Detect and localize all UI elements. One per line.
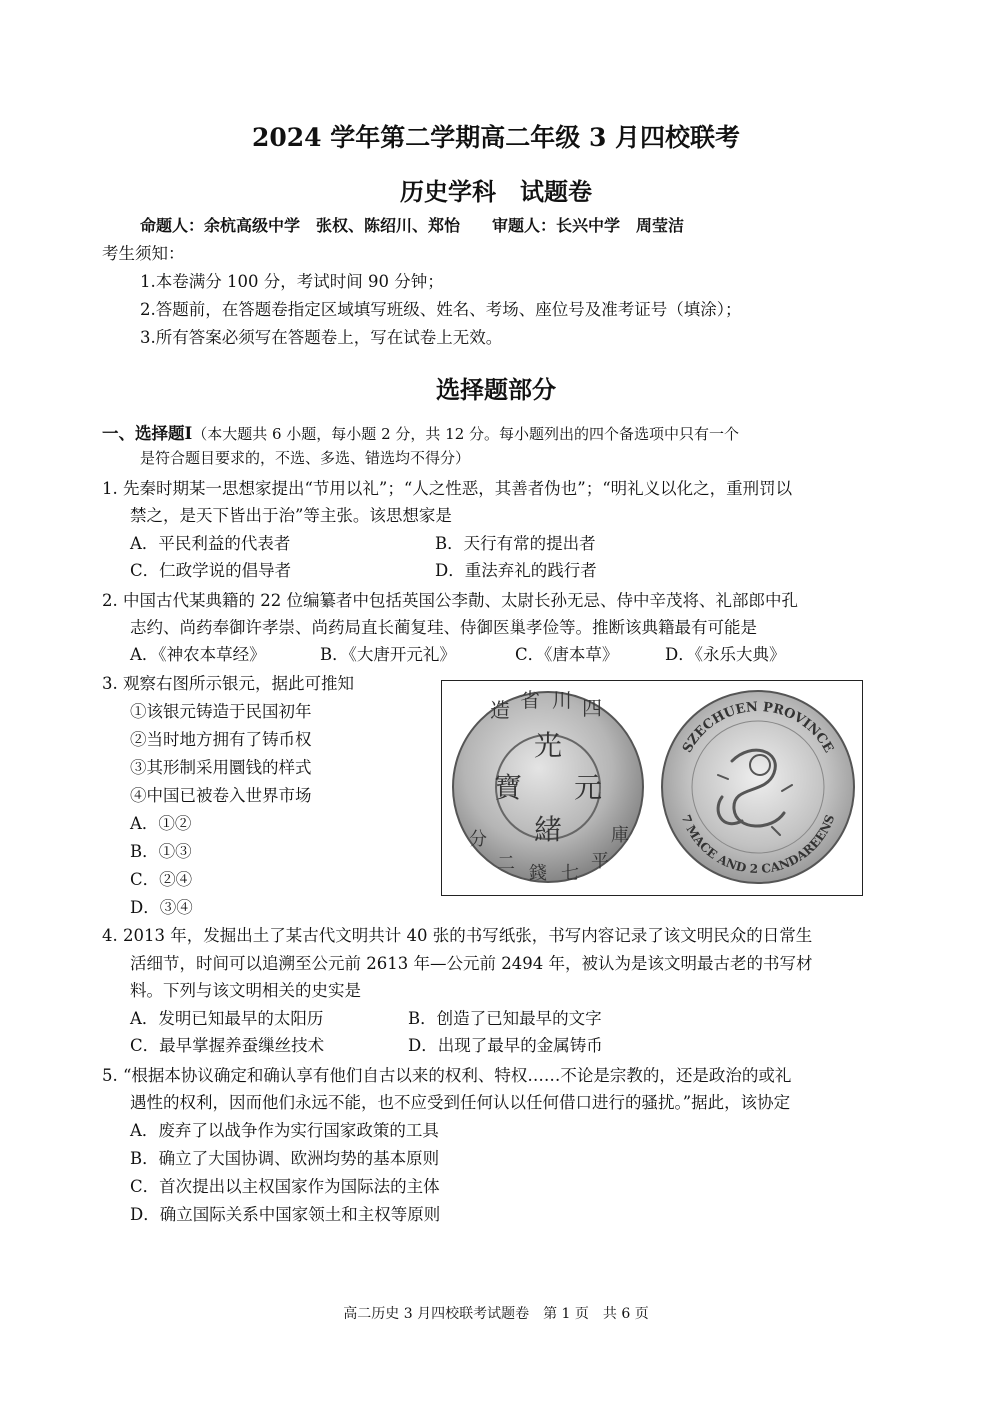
q1-option-b[interactable]: B．天行有常的提出者 — [435, 534, 596, 553]
coin-char-qian: 錢 — [529, 863, 547, 884]
q3-option-a[interactable]: A．①② — [130, 814, 192, 833]
part-label: 一、选择题Ⅰ — [102, 424, 193, 443]
q3-statement-3: ③其形制采用圜钱的样式 — [130, 758, 312, 777]
q3-option-c[interactable]: C．②④ — [130, 870, 193, 889]
coin-char-ping: 平 — [591, 851, 609, 872]
exam-title: 2024 学年第二学期高二年级 3 月四校联考 — [251, 123, 741, 152]
q3-stem: 3. 观察右图所示银元，据此可推知 — [102, 674, 354, 693]
q5-option-d[interactable]: D．确立国际关系中国家领土和主权等原则 — [130, 1205, 441, 1224]
part-description-2: 是符合题目要求的，不选、多选、错选均不得分） — [140, 449, 471, 467]
q2-option-d[interactable]: D．《永乐大典》 — [665, 645, 786, 664]
coin-char-sheng: 省 — [520, 688, 540, 712]
q5-stem-1: 5. “根据本协议确定和确认享有他们自古以来的权利、特权……不论是宗教的，还是政治的或礼 — [102, 1066, 792, 1085]
notice-item-2: 2.答题前，在答题卷指定区域填写班级、姓名、考场、座位号及准考证号（填涂）； — [140, 300, 742, 319]
q5-option-c[interactable]: C．首次提出以主权国家作为国际法的主体 — [130, 1177, 440, 1196]
q2-stem-1: 2. 中国古代某典籍的 22 位编纂者中包括英国公李勣、太尉长孙无忌、侍中辛茂将、礼部郎中孔 — [102, 591, 798, 610]
section-title: 选择题部分 — [436, 375, 556, 404]
q3-statement-4: ④中国已被卷入世界市场 — [130, 786, 312, 805]
page-footer: 高二历史 3 月四校联考试题卷 第 1 页 共 6 页 — [343, 1306, 649, 1322]
coin-char-xu: 緒 — [533, 813, 563, 846]
q5-stem-2: 遇性的权利，因而他们永远不能，也不应受到任何认以任何借口进行的骚扰。”据此，该协定 — [130, 1093, 791, 1112]
notice-item-1: 1.本卷满分 100 分，考试时间 90 分钟； — [140, 272, 444, 291]
coin-char-qi: 七 — [561, 863, 579, 884]
exam-authors: 命题人：余杭高级中学 张权、陈绍川、郑怡 审题人：长兴中学 周莹洁 — [140, 216, 685, 235]
q5-option-a[interactable]: A．废弃了以战争作为实行国家政策的工具 — [130, 1121, 439, 1140]
exam-subtitle: 历史学科 试题卷 — [400, 177, 592, 206]
q1-option-c[interactable]: C．仁政学说的倡导者 — [130, 561, 292, 580]
coin-char-ku: 庫 — [611, 825, 629, 846]
q1-option-d[interactable]: D．重法弃礼的践行者 — [435, 561, 597, 580]
q4-stem-1: 4. 2013 年，发掘出土了某古代文明共计 40 张的书写纸张，书写内容记录了该文明民众的日常生 — [102, 926, 813, 945]
coin-char-bao: 寶 — [493, 771, 523, 804]
coin-char-er: 二 — [497, 853, 515, 874]
coin-char-si: 四 — [582, 696, 602, 720]
q1-option-a[interactable]: A．平民利益的代表者 — [130, 534, 291, 553]
q4-option-a[interactable]: A．发明已知最早的太阳历 — [130, 1009, 324, 1028]
q1-stem-1: 1. 先秦时期某一思想家提出“节用以礼”；“人之性恶，其善者伪也”；“明礼义以化之，重刑罚以 — [102, 479, 793, 498]
coin-front — [453, 688, 643, 884]
q2-option-c[interactable]: C．《唐本草》 — [515, 645, 619, 664]
notice-item-3: 3.所有答案必须写在答题卷上，写在试卷上无效。 — [140, 328, 503, 347]
q2-stem-2: 志约、尚药奉御许孝崇、尚药局直长蔺复珪、侍御医巢孝俭等。推断该典籍最有可能是 — [130, 618, 757, 637]
coin-back-top-legend: SZECHUEN PROVINCE — [680, 699, 836, 756]
q3-option-b[interactable]: B．①③ — [130, 842, 192, 861]
q3-statement-1: ①该银元铸造于民国初年 — [130, 702, 312, 721]
coin-char-guang: 光 — [533, 729, 563, 762]
coin-char-fen: 分 — [469, 829, 487, 850]
q3-option-d[interactable]: D．③④ — [130, 898, 193, 917]
q4-option-c[interactable]: C．最早掌握养蚕缫丝技术 — [130, 1036, 325, 1055]
q4-stem-2: 活细节，时间可以追溯至公元前 2613 年—公元前 2494 年，被认为是该文明最古老的书写材 — [130, 954, 813, 973]
q3-statement-2: ②当时地方拥有了铸币权 — [130, 730, 312, 749]
q2-option-b[interactable]: B．《大唐开元礼》 — [320, 645, 456, 664]
notice-label: 考生须知： — [102, 244, 185, 263]
silver-coin-figure — [441, 680, 863, 896]
coin-char-yuan: 元 — [573, 771, 603, 804]
q4-option-b[interactable]: B．创造了已知最早的文字 — [408, 1009, 602, 1028]
q5-option-b[interactable]: B．确立了大国协调、欧洲均势的基本原则 — [130, 1149, 440, 1168]
q4-stem-3: 料。下列与该文明相关的史实是 — [130, 981, 361, 1000]
q1-stem-2: 禁之，是天下皆出于治”等主张。该思想家是 — [130, 506, 452, 525]
q4-option-d[interactable]: D．出现了最早的金属铸币 — [408, 1036, 603, 1055]
q2-option-a[interactable]: A．《神农本草经》 — [130, 645, 266, 664]
silver-coin-image — [442, 681, 862, 894]
coin-back — [662, 691, 854, 883]
part-description: （本大题共 6 小题，每小题 2 分，共 12 分。每小题列出的四个备选项中只有一个 — [192, 425, 740, 443]
coin-char-chuan: 川 — [552, 688, 572, 712]
coin-back-bottom-legend: 7 MACE AND 2 CANDAREENS — [678, 812, 838, 877]
coin-char-zao: 造 — [490, 698, 510, 722]
